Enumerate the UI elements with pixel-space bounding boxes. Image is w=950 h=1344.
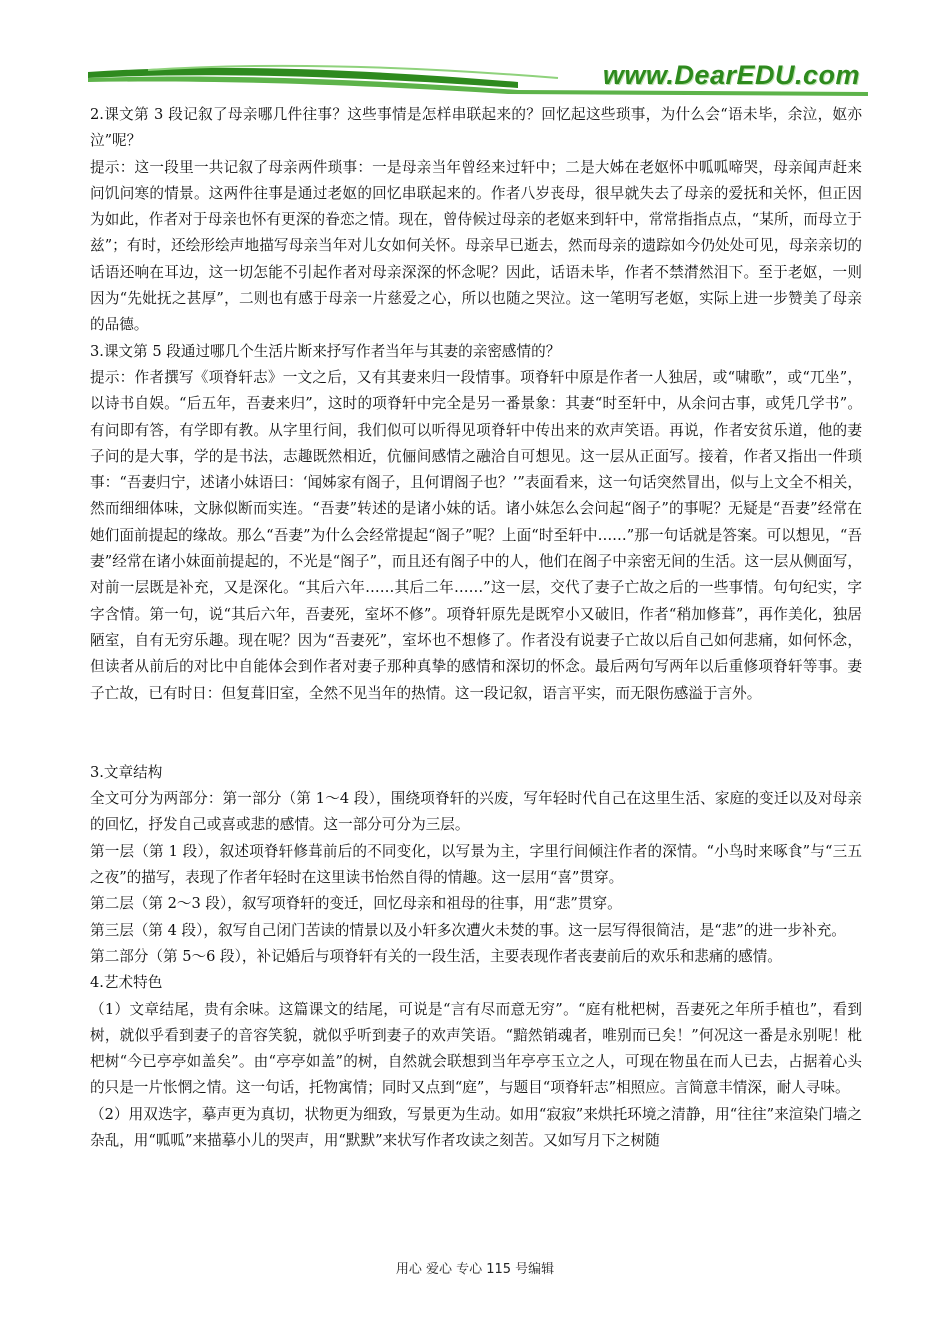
answer-hint-3: 提示：作者撰写《项脊轩志》一文之后，又有其妻来归一段情事。项脊轩中原是作者一人独居，或“啸歌”，或“兀坐”，以诗书自娱。“后五年，吾妻来归”，这时的项脊轩中完全是另一番景象：其妻“时至轩中，从余问古事，或凭几学书”。有问即有答，有学即有教。从字里行间，我们似可以听得见项脊轩中传出来的欢声笑语。再说，作者安贫乐道，他的妻子问的是大事，学的是书法，志趣既然相近，伉俪间感情之融洽自可想见。这一层从正面写。接着，作者又指出一件琐事：“吾妻归宁，述诸小妹语曰：‘闻姊家有阁子，且何谓阁子也？’”表面看来，这一句话突然冒出，似与上文全不相关，然而细细体味，文脉似断而实连。“吾妻”转述的是诸小妹的话。诸小妹怎么会问起“阁子”的事呢？无疑是“吾妻”经常在她们面前提起的缘故。那么“吾妻”为什么会经常提起“阁子”呢？上面“时至轩中……”那一句话就是答案。可以想见，“吾妻”经常在诸小妹面前提起的，不光是“阁子”，而且还有阁子中的人，他们在阁子中亲密无间的生活。这一层从侧面写，对前一层既是补充，又是深化。“其后六年……其后二年……”这一层，交代了妻子亡故之后的一些事情。句句纪实，字字含情。第一句，说“其后六年，吾妻死，室坏不修”。项脊轩原先是既窄小又破旧，作者“稍加修葺”，再作美化，独居陋室，自有无穷乐趣。现在呢？因为“吾妻死”，室坏也不想修了。作者没有说妻子亡故以后自己如何悲痛，如何怀念，但读者从前后的对比中自能体会到作者对妻子那种真挚的感情和深切的怀念。最后两句写两年以后重修项脊轩等事。妻子亡故，已有时日：但复葺旧室，全然不见当年的热情。这一段记叙，语言平实，而无限伤感溢于言外。 bbox=[90, 368, 862, 702]
page-footer: 用心 爱心 专心 115 号编辑 bbox=[395, 1262, 555, 1277]
structure-layer-2: 第二层（第 2～3 段），叙写项脊轩的变迁，回忆母亲和祖母的往事，用“悲”贯穿。 bbox=[90, 895, 622, 913]
site-logo[interactable]: www.DearEDU.com bbox=[602, 60, 860, 90]
art-feature-1: （1）文章结尾，贵有余味。这篇课文的结尾，可说是“言有尽而意无穷”。“庭有枇杷树，吾妻死之年所手植也”，看到树，就似乎看到妻子的音容笑貌，就似乎听到妻子的欢声笑语。“黯然销魂者，唯别而已矣！”何况这一番是永别呢！枇杷树“今已亭亭如盖矣”。由“亭亭如盖”的树，自然就会联想到当年亭亭玉立之人，可现在物虽在而人已去，占据着心头的只是一片怅惘之情。这一句话，托物寓情；同时又点到“庭”，与题目“项脊轩志”相照应。言简意丰情深，耐人寻味。 bbox=[90, 1000, 862, 1097]
art-feature-2: （2）用双迭字，摹声更为真切，状物更为细致，写景更为生动。如用“寂寂”来烘托环境之清静，用“往往”来渲染门墙之杂乱，用“呱呱”来描摹小儿的哭声，用“默默”来状写作者攻读之刻苦。又如写月下之树随 bbox=[90, 1105, 862, 1149]
structure-layer-1: 第一层（第 1 段），叙述项脊轩修葺前后的不同变化，以写景为主，字里行间倾注作者的深情。“小鸟时来啄食”与“三五之夜”的描写，表现了作者年轻时在这里读书怡然自得的情趣。这一层用“喜”贯穿。 bbox=[90, 842, 862, 887]
site-header-banner bbox=[88, 58, 868, 100]
structure-layer-3: 第三层（第 4 段），叙写自己闭门苦读的情景以及小轩多次遭火未焚的事。这一层写得很简洁，是“悲”的进一步补充。 bbox=[90, 921, 846, 939]
section-gap bbox=[90, 707, 862, 760]
question-2: 2.课文第 3 段记叙了母亲哪几件往事？这些事情是怎样串联起来的？回忆起这些琐事，为什么会“语未毕，余泣，妪亦泣”呢？ bbox=[90, 106, 862, 150]
section-heading-art: 4.艺术特色 bbox=[90, 974, 163, 992]
structure-part-2: 第二部分（第 5～6 段），补记婚后与项脊轩有关的一段生活，主要表现作者丧妻前后的欢乐和悲痛的感情。 bbox=[90, 947, 782, 965]
document-body bbox=[90, 102, 862, 1154]
structure-overview: 全文可分为两部分：第一部分（第 1～4 段），围绕项脊轩的兴废，写年轻时代自己在这里生活、家庭的变迁以及对母亲的回忆，抒发自己或喜或悲的感情。这一部分可分为三层。 bbox=[90, 790, 862, 834]
section-heading-structure: 3.文章结构 bbox=[90, 763, 163, 781]
answer-hint-2: 提示：这一段里一共记叙了母亲两件琐事：一是母亲当年曾经来过轩中；二是大姊在老妪怀中呱呱啼哭，母亲闻声赶来问饥问寒的情景。这两件往事是通过老妪的回忆串联起来的。作者八岁丧母，很早就失去了母亲的爱抚和关怀，但正因为如此，作者对于母亲也怀有更深的眷恋之情。现在，曾侍候过母亲的老妪来到轩中，常常指指点点，“某所，而母立于兹”；有时，还绘形绘声地描写母亲当年对儿女如何关怀。母亲早已逝去，然而母亲的遗踪如今仍处处可见，母亲亲切的话语还响在耳边，这一切怎能不引起作者对母亲深深的怀念呢？因此，话语未毕，作者不禁潸然泪下。至于老妪，一则因为“先妣抚之甚厚”，二则也有感于母亲一片慈爱之心，所以也随之哭泣。这一笔明写老妪，实际上进一步赞美了母亲的品德。 bbox=[90, 158, 862, 334]
question-3: 3.课文第 5 段通过哪几个生活片断来抒写作者当年与其妻的亲密感情的？ bbox=[90, 342, 561, 360]
